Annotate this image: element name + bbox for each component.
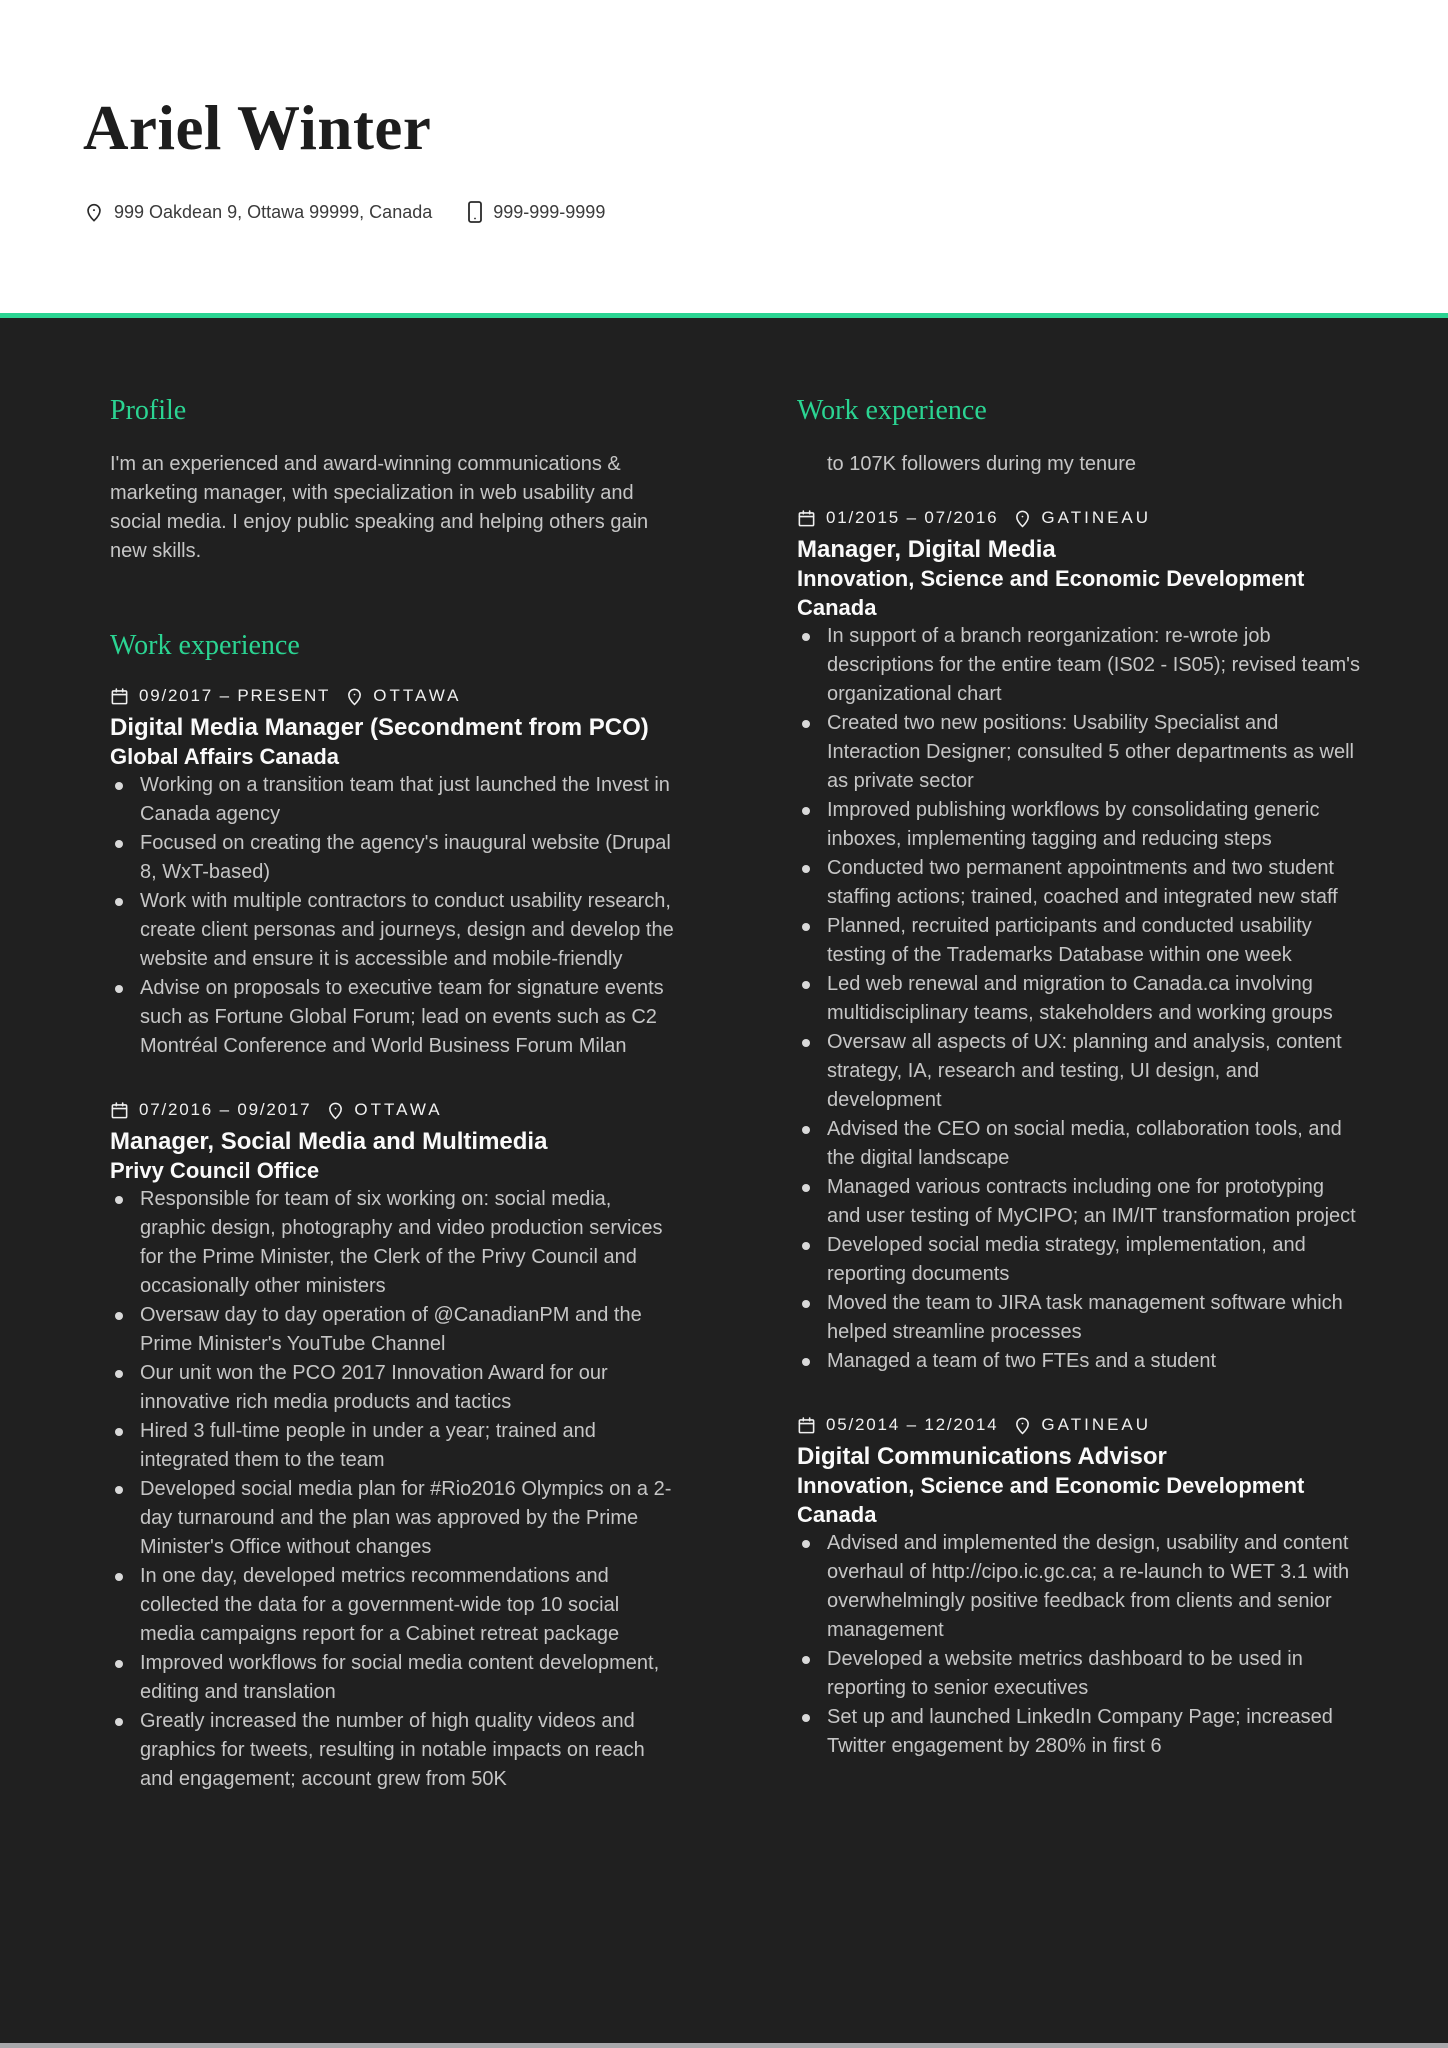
phone-text: 999-999-9999 <box>493 201 606 222</box>
job-location: OTTAWA <box>354 1100 443 1119</box>
job-bullet: Set up and launched LinkedIn Company Page; increased Twitter engagement by 280% in first 6 <box>797 1703 1362 1761</box>
job-bullet: Developed a website metrics dashboard to be used in reporting to senior executives <box>797 1645 1362 1703</box>
location-pin-icon <box>83 201 105 223</box>
job-bullet: In one day, developed metrics recommendations and collected the data for a government-wide top 10 social media campaigns report for a Cabinet retreat package <box>110 1562 676 1649</box>
job-entry <box>110 1099 676 1794</box>
location-pin-icon <box>1014 1415 1031 1435</box>
calendar-icon <box>797 1416 816 1435</box>
calendar-icon <box>110 1101 129 1120</box>
work-experience-heading-left: Work experience <box>110 630 300 661</box>
job-location: GATINEAU <box>1041 1415 1152 1434</box>
job-bullet: Developed social media plan for #Rio2016 Olympics on a 2-day turnaround and the plan was approved by the Prime Minister's Office without changes <box>110 1475 676 1562</box>
job-bullet: Work with multiple contractors to conduct usability research, create client personas and journeys, design and develop the website and ensure it is accessible and mobile-friendly <box>110 887 676 974</box>
job-bullet: Moved the team to JIRA task management software which helped streamline processes <box>797 1289 1362 1347</box>
job-bullet: Conducted two permanent appointments and two student staffing actions; trained, coached and integrated new staff <box>797 854 1362 912</box>
job-entry <box>797 1414 1362 1761</box>
job-bullet: Created two new positions: Usability Specialist and Interaction Designer; consulted 5 other departments as well as private sector <box>797 709 1362 796</box>
job-meta-row <box>110 685 676 707</box>
bullet-continuation-text: to 107K followers during my tenure <box>827 453 1137 475</box>
job-bullet: In support of a branch reorganization: re-wrote job descriptions for the entire team (IS02 - IS05); revised team's organizational chart <box>797 622 1362 709</box>
job-bullet: Focused on creating the agency's inaugural website (Drupal 8, WxT-based) <box>110 829 676 887</box>
job-bullet: Greatly increased the number of high quality videos and graphics for tweets, resulting in notable impacts on reach and engagement; account grew from 50K <box>110 1707 676 1794</box>
job-bullet: Developed social media strategy, implementation, and reporting documents <box>797 1231 1362 1289</box>
resume-body <box>0 318 1448 1794</box>
contact-row <box>83 200 1448 224</box>
job-entry <box>110 685 676 1061</box>
profile-text: I'm an experienced and award-winning communications & marketing manager, with specialization in web usability and social media. I enjoy public speaking and helping others gain new skills. <box>110 453 649 562</box>
job-bullets <box>110 771 676 1061</box>
job-bullet: Managed a team of two FTEs and a student <box>797 1347 1362 1376</box>
job-title: Manager, Social Media and Multimedia <box>110 1128 548 1155</box>
job-bullet: Improved workflows for social media content development, editing and translation <box>110 1649 676 1707</box>
job-dates: 05/2014 – 12/2014 <box>826 1415 999 1434</box>
job-bullet: Our unit won the PCO 2017 Innovation Award for our innovative rich media products and tactics <box>110 1359 676 1417</box>
job-dates: 07/2016 – 09/2017 <box>139 1100 312 1119</box>
phone-icon <box>466 200 484 224</box>
job-entry <box>797 507 1362 1376</box>
work-experience-heading-right: Work experience <box>797 395 987 426</box>
job-list-left <box>110 685 676 1794</box>
job-bullets <box>110 1185 676 1794</box>
page-bottom-edge <box>0 2043 1448 2048</box>
job-company: Global Affairs Canada <box>110 744 340 769</box>
job-bullet: Responsible for team of six working on: social media, graphic design, photography and video production services for the Prime Minister, the Clerk of the Privy Council and occasionally other ministers <box>110 1185 676 1301</box>
left-column <box>110 394 676 1794</box>
job-bullet: Working on a transition team that just launched the Invest in Canada agency <box>110 771 676 829</box>
job-title: Digital Communications Advisor <box>797 1443 1167 1470</box>
location-pin-icon <box>1014 508 1031 528</box>
job-meta-row <box>797 1414 1362 1436</box>
header <box>0 0 1448 313</box>
job-bullet: Advised and implemented the design, usability and content overhaul of http://cipo.ic.gc.ca; a re-launch to WET 3.1 with overwhelmingly positive feedback from clients and senior management <box>797 1529 1362 1645</box>
job-list-right <box>797 507 1362 1761</box>
job-dates: 09/2017 – PRESENT <box>139 686 331 705</box>
calendar-icon <box>797 509 816 528</box>
job-company: Innovation, Science and Economic Development Canada <box>797 566 1305 620</box>
location-pin-icon <box>346 686 363 706</box>
calendar-icon <box>110 687 129 706</box>
job-dates: 01/2015 – 07/2016 <box>826 508 999 527</box>
location-pin-icon <box>327 1100 344 1120</box>
job-location: GATINEAU <box>1041 508 1152 527</box>
profile-heading: Profile <box>110 395 187 426</box>
job-bullet: Advised the CEO on social media, collaboration tools, and the digital landscape <box>797 1115 1362 1173</box>
job-title: Digital Media Manager (Secondment from PCO) <box>110 714 649 741</box>
job-bullet: Planned, recruited participants and conducted usability testing of the Trademarks Database within one week <box>797 912 1362 970</box>
job-company: Innovation, Science and Economic Development Canada <box>797 1473 1305 1527</box>
job-meta-row <box>797 507 1362 529</box>
job-bullet: Hired 3 full-time people in under a year; trained and integrated them to the team <box>110 1417 676 1475</box>
job-bullet: Led web renewal and migration to Canada.ca involving multidisciplinary teams, stakeholders and working groups <box>797 970 1362 1028</box>
job-bullets <box>797 1529 1362 1761</box>
page-title: Ariel Winter <box>83 93 432 163</box>
job-bullet: Oversaw day to day operation of @CanadianPM and the Prime Minister's YouTube Channel <box>110 1301 676 1359</box>
right-column <box>797 394 1362 1794</box>
job-meta-row <box>110 1099 676 1121</box>
job-bullet: Advise on proposals to executive team for signature events such as Fortune Global Forum; lead on events such as C2 Montréal Conference and World Business Forum Milan <box>110 974 676 1061</box>
job-location: OTTAWA <box>373 686 462 705</box>
address-text: 999 Oakdean 9, Ottawa 99999, Canada <box>114 201 433 222</box>
job-bullet: Managed various contracts including one for prototyping and user testing of MyCIPO; an IM/IT transformation project <box>797 1173 1362 1231</box>
job-title: Manager, Digital Media <box>797 536 1056 563</box>
job-bullet: Oversaw all aspects of UX: planning and analysis, content strategy, IA, research and testing, UI design, and development <box>797 1028 1362 1115</box>
job-company: Privy Council Office <box>110 1158 320 1183</box>
job-bullet: Improved publishing workflows by consolidating generic inboxes, implementing tagging and reducing steps <box>797 796 1362 854</box>
job-bullets <box>797 622 1362 1376</box>
